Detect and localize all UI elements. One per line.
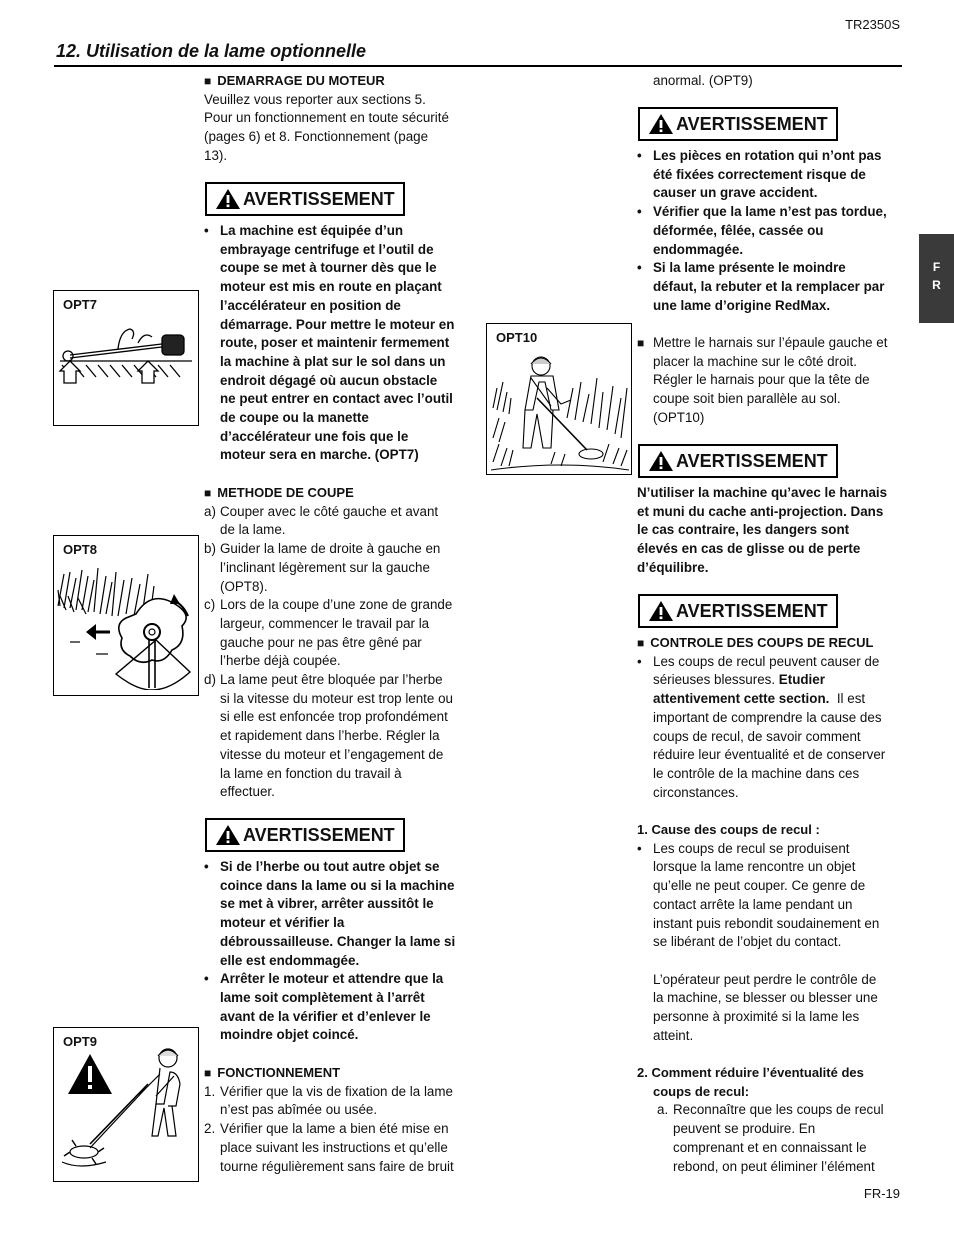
list-item — [637, 840, 905, 1046]
text-line: l’herbe déjà coupée. — [220, 653, 341, 669]
warning-2-text — [204, 858, 472, 1045]
text-line: Vérifier que la vis de fixation de la lame — [220, 1083, 453, 1099]
text-line: élevés en cas de glisse ou de perte — [637, 541, 861, 557]
text-line: endommagée. — [653, 241, 744, 257]
list-item — [204, 1083, 474, 1120]
text-line: la machine, se blesser ou blesser une — [653, 990, 878, 1006]
language-tab-letter: F — [932, 260, 941, 274]
text-line: Pour un fonctionnement en toute sécurité — [204, 110, 449, 126]
text-line: important de comprendre la cause des — [653, 709, 882, 725]
text-line: N’utiliser la machine qu’avec le harnais — [637, 485, 888, 500]
text-line: lame soit complètement à l’arrêt — [220, 989, 425, 1005]
text-line: (OPT8). — [220, 578, 268, 594]
list-item — [204, 503, 474, 540]
text-line: avant de la vérifier et d’enlever le — [220, 1008, 431, 1024]
figure-label: OPT7 — [63, 297, 97, 312]
text-line: • Arrêter le moteur et attendre que la — [220, 971, 444, 987]
list-label: c) — [204, 597, 216, 613]
figure-opt10 — [486, 323, 632, 475]
fonctionnement-heading: ■ FONCTIONNEMENT — [204, 1064, 474, 1083]
warning-bullet — [204, 970, 472, 1045]
harnais-section — [637, 334, 905, 428]
text-line: moteur et vérifier la — [220, 915, 345, 931]
list-item — [637, 653, 905, 803]
warning-box — [638, 594, 838, 628]
list-item — [204, 596, 474, 671]
text-line: La lame peut être bloquée par l’herbe — [220, 672, 443, 688]
text-line: vitesse du moteur et l’engagement de — [220, 746, 444, 762]
text-line: la machine à plat sur le sol dans un — [220, 353, 446, 369]
figure-label: OPT9 — [63, 1034, 97, 1049]
text-line: embrayage centrifuge et l’outil de — [220, 241, 434, 257]
text-line: la lame en fonction du travail à — [220, 765, 402, 781]
title-rule — [54, 65, 902, 67]
warning-box — [205, 818, 405, 852]
warning-triangle-icon — [215, 188, 241, 210]
warning-box — [638, 107, 838, 141]
warning-triangle-icon — [215, 824, 241, 846]
text-line: lorsque la lame rencontre un objet — [653, 859, 856, 875]
text-line: été fixées correctement risque de — [653, 166, 866, 182]
warning-label: AVERTISSEMENT — [676, 450, 828, 471]
list-label: d) — [204, 672, 216, 688]
text-line: rebond, on peut éliminer l’élément — [673, 1158, 875, 1174]
text-line: Régler le harnais pour que la tête de — [653, 372, 870, 388]
methode-heading: ■ METHODE DE COUPE — [204, 484, 474, 503]
text-line: (OPT10) — [653, 409, 705, 425]
trimmer-on-ground-illustration — [58, 325, 194, 385]
text-line: Vérifier que la lame a bien été mise en — [220, 1121, 449, 1137]
text-line: Mettre le harnais sur l’épaule gauche et — [653, 335, 888, 350]
text-line: comprenant et en connaissant le — [673, 1139, 867, 1155]
text-line: placer la machine sur le côté droit. — [653, 353, 857, 369]
text-line: moindre objet coincé. — [220, 1027, 359, 1043]
text-line: • Les pièces en rotation qui n’ont pas — [653, 148, 882, 163]
list-label: 2. — [204, 1121, 216, 1137]
list-label: a) — [204, 503, 216, 519]
text-line: personne à proximité si la lame les — [653, 1009, 860, 1025]
warning-label: AVERTISSEMENT — [676, 113, 828, 134]
text-line: atteint. — [653, 1027, 694, 1043]
text-line — [653, 690, 905, 709]
warning-box — [638, 444, 838, 478]
text-line: moteur est mis en route en plaçant — [220, 279, 442, 295]
text-line: (pages 6) et 8. Fonctionnement (page — [204, 129, 429, 145]
text-line: Couper avec le côté gauche et avant — [220, 503, 439, 519]
list-item — [204, 1120, 474, 1176]
text-line: démarrage. Pour mettre le moteur en — [220, 316, 455, 332]
operator-checking-blade-illustration — [60, 1044, 194, 1178]
text-line: • Si la lame présente le moindre — [653, 260, 846, 276]
warning-label: AVERTISSEMENT — [676, 600, 828, 621]
text-span: sérieuses blessures. — [653, 672, 776, 688]
warning-bullet — [637, 259, 905, 315]
text-line: coupe soit bien parallèle au sol. — [653, 391, 841, 407]
text-line: place suivant les instructions et qu’elle — [220, 1139, 448, 1155]
spacer — [653, 952, 905, 971]
warning-3-text — [637, 147, 905, 315]
text-line: réduire leur éventualité et de conserver — [653, 747, 886, 763]
text-line: le contrôle de la machine dans ces — [653, 765, 860, 781]
demarrage-section — [204, 72, 474, 166]
text-line: le cas contraire, les dangers sont — [637, 522, 850, 538]
text-line: se libérant de l’objet du contact. — [653, 934, 842, 950]
figure-opt7 — [53, 290, 199, 426]
cause-heading: 1. Cause des coups de recul : — [637, 822, 820, 837]
warning-box — [205, 182, 405, 216]
text-line: coince dans la lame ou si la machine — [220, 877, 455, 893]
text-line: effectuer. — [220, 784, 275, 800]
text-line: elle est endommagée. — [220, 952, 360, 968]
text-line: ne peut entrer en contact avec l’outil — [220, 391, 453, 407]
figure-opt9 — [53, 1027, 199, 1182]
methode-section — [204, 484, 474, 802]
language-tab — [919, 234, 954, 323]
warning-4-text — [637, 484, 907, 578]
text-line: largeur, commencer le travail par la — [220, 615, 430, 631]
text-line: de coupe ou la manette — [220, 410, 369, 426]
text-line: Veuillez vous reporter aux sections 5. — [204, 91, 426, 107]
square-bullet: ■ — [637, 336, 645, 350]
list-item — [637, 334, 905, 428]
text-line: débroussailleuse. Changer la lame si — [220, 933, 456, 949]
operator-with-harness-illustration — [491, 348, 629, 472]
text-line: • La machine est équipée d’un — [220, 223, 404, 238]
text-line: si la vitesse du moteur est trop lente ou — [220, 690, 453, 706]
text-line: se met à vibrer, arrêter aussitôt le — [220, 896, 434, 912]
text-line: gauche pour ne pas être gêné par — [220, 634, 422, 650]
text-line: qu’elle ne peut couper. Ce genre de — [653, 878, 866, 894]
warning-bullet — [204, 222, 472, 465]
cause-section — [637, 821, 905, 1045]
text-line: l’inclinant légèrement sur la gauche — [220, 559, 430, 575]
fonctionnement-section — [204, 1064, 474, 1176]
text-line: Reconnaître que les coups de recul — [673, 1102, 884, 1118]
language-tab-letter: R — [932, 278, 941, 292]
reduire-heading: coups de recul: — [653, 1083, 750, 1099]
warning-label: AVERTISSEMENT — [243, 824, 395, 845]
text-line: endroit dégagé où aucun obstacle — [220, 372, 438, 388]
reduire-heading: 2. Comment réduire l’éventualité des — [637, 1065, 864, 1080]
text-line: • Vérifier que la lame n’est pas tordue, — [653, 204, 887, 220]
text-line: • Les coups de recul se produisent — [653, 840, 850, 856]
text-line: Lors de la coupe d’une zone de grande — [220, 597, 453, 613]
list-item — [637, 1101, 905, 1176]
list-item — [204, 540, 474, 596]
text-line: instant puis rebondit soudainement en — [653, 915, 880, 931]
text-line: si elle est enfoncée trop profondément — [220, 709, 448, 725]
text-line: l’accélérateur en position de — [220, 297, 401, 313]
list-label: a. — [657, 1102, 669, 1118]
text-line: contact arrête la lame pendant un — [653, 896, 853, 912]
page-number: FR-19 — [863, 1186, 900, 1201]
warning-bullet — [637, 147, 905, 203]
demarrage-heading: ■ DEMARRAGE DU MOTEUR — [204, 72, 474, 91]
section-title: 12. Utilisation de la lame optionnelle — [56, 41, 367, 61]
text-line: • Si de l’herbe ou tout autre objet se — [220, 859, 440, 874]
recul-heading: ■ CONTROLE DES COUPS DE RECUL — [637, 634, 905, 653]
text-line: route, poser et maintenir fermement — [220, 335, 450, 351]
text-line — [653, 671, 905, 690]
text-line: peuvent se produire. En — [673, 1121, 816, 1137]
list-label: 1. — [204, 1083, 216, 1099]
warning-bullet — [637, 203, 905, 259]
list-label: b) — [204, 541, 216, 557]
cutting-direction-illustration — [56, 566, 196, 690]
recul-section — [637, 634, 905, 802]
text-line: tourne régulièrement sans faire de bruit — [220, 1158, 454, 1174]
text-line: et muni du cache anti-projection. Dans — [637, 503, 884, 519]
text-span-bold: attentivement cette section. — [653, 691, 830, 707]
text-line: d’équilibre. — [637, 559, 709, 575]
text-line: circonstances. — [653, 784, 739, 800]
text-line: d’accélérateur une fois que le — [220, 428, 409, 444]
text-line: une lame d’origine RedMax. — [653, 297, 831, 313]
warning-triangle-icon — [648, 450, 674, 472]
warning-bullet — [204, 858, 472, 970]
text-line: causer un grave accident. — [653, 185, 818, 201]
reduire-section — [637, 1064, 905, 1176]
text-line: • Les coups de recul peuvent causer de — [653, 653, 880, 669]
text-line: et rapidement dans l’herbe. Régler la — [220, 728, 440, 744]
figure-opt8 — [53, 535, 199, 696]
text-line: 13). — [204, 147, 228, 163]
figure-label: OPT10 — [496, 330, 538, 345]
text-line: coupe se met à tourner dès que le — [220, 260, 437, 276]
model-number: TR2350S — [845, 17, 900, 32]
text-line: coups de recul, de savoir comment — [653, 728, 861, 744]
text-span-bold: Etudier — [778, 672, 825, 688]
list-item — [204, 671, 474, 802]
figure-label: OPT8 — [63, 542, 97, 557]
warning-1-text — [204, 222, 472, 465]
text-line: déformée, fêlée, cassée ou — [653, 222, 824, 238]
text-line: anormal. (OPT9) — [653, 73, 753, 88]
warning-triangle-icon — [648, 113, 674, 135]
text-line: L’opérateur peut perdre le contrôle de — [653, 971, 877, 987]
text-line: Guider la lame de droite à gauche en — [220, 541, 441, 557]
text-line: défaut, la rebuter et la remplacer par — [653, 278, 885, 294]
warning-triangle-icon — [648, 600, 674, 622]
text-span: Il est — [836, 691, 866, 707]
text-line: moteur sera en marche. (OPT7) — [220, 447, 419, 463]
continued-text — [653, 72, 903, 91]
warning-label: AVERTISSEMENT — [243, 188, 395, 209]
text-line: de la lame. — [220, 522, 286, 538]
text-line: n’est pas abîmée ou usée. — [220, 1102, 378, 1118]
